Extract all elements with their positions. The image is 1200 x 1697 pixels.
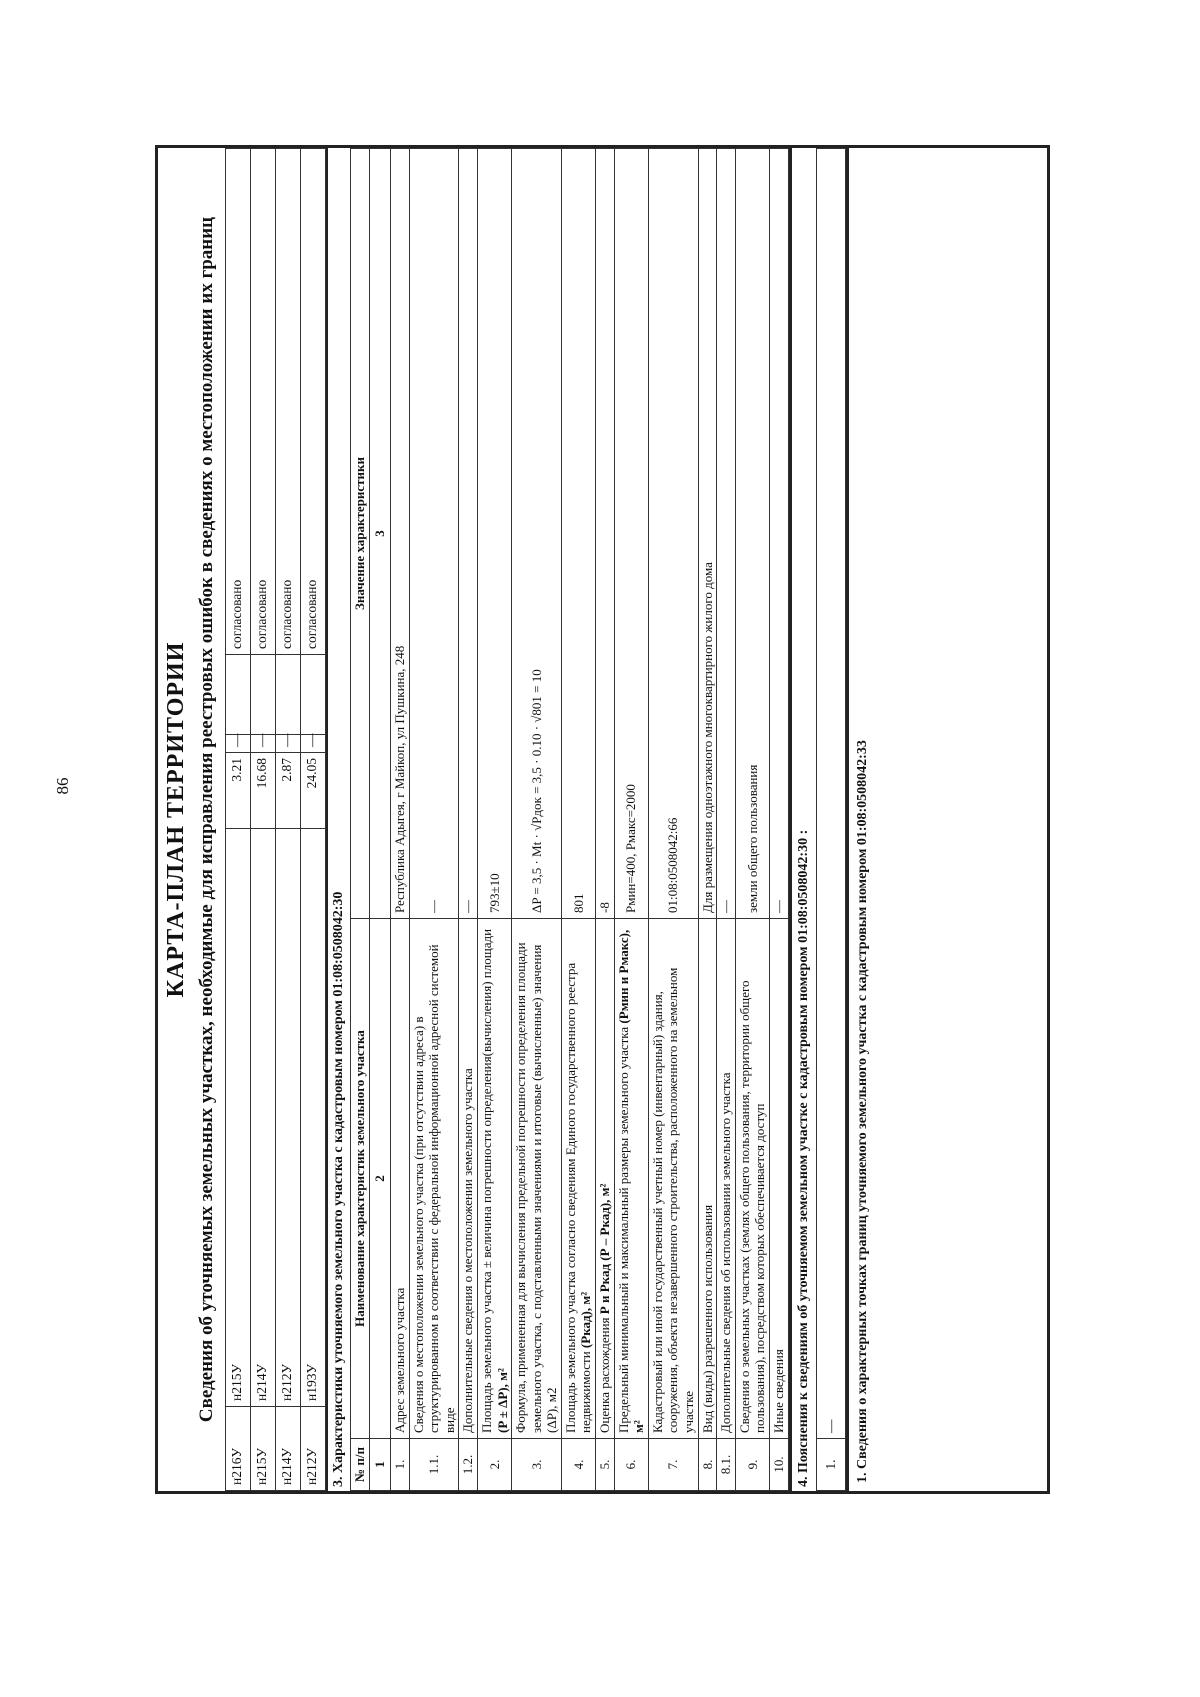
section3-title: 3. Характеристики уточняемого земельного участка с кадастровым номером 01:08:0508042:30 bbox=[326, 148, 351, 1491]
point-to: н212У bbox=[275, 829, 300, 1407]
page-number: 86 bbox=[53, 777, 72, 795]
row-number: 1. bbox=[390, 1439, 409, 1491]
segment-length: 16.68 bbox=[250, 753, 275, 829]
segment-dash: — bbox=[300, 735, 325, 753]
table-row bbox=[477, 149, 511, 1491]
index-cell: 2 bbox=[369, 919, 390, 1439]
characteristic-name bbox=[717, 919, 736, 1439]
table-row bbox=[770, 149, 789, 1491]
segment-dash: — bbox=[275, 735, 300, 753]
point-to: н215У bbox=[225, 829, 250, 1407]
segment-length: 3.21 bbox=[225, 753, 250, 829]
section4-title: 4. Пояснения к сведениям об уточняемом земельном участке с кадастровым номером 01:08:0508042:30 : bbox=[795, 829, 811, 1487]
characteristic-name bbox=[698, 919, 717, 1439]
characteristic-value: — bbox=[459, 149, 478, 919]
characteristic-value: 01:08:0508042:66 bbox=[648, 149, 698, 919]
characteristic-value: Для размещения одноэтажного многоквартирного жилого дома bbox=[698, 149, 717, 919]
characteristic-name bbox=[459, 919, 478, 1439]
empty-cell bbox=[300, 655, 325, 735]
table-row bbox=[459, 149, 478, 1491]
characteristics-table bbox=[350, 148, 788, 1491]
characteristic-name-bold: (P ± ΔP), м² bbox=[494, 1368, 510, 1433]
characteristic-name bbox=[648, 919, 698, 1439]
characteristic-name bbox=[561, 919, 595, 1439]
table-row bbox=[648, 149, 698, 1491]
characteristic-name-text: Оценка расхождения bbox=[597, 1317, 613, 1433]
table-row bbox=[698, 149, 717, 1491]
table-row bbox=[409, 149, 459, 1491]
row-number: 9. bbox=[735, 1439, 769, 1491]
characteristic-name bbox=[477, 919, 511, 1439]
empty-cell bbox=[225, 655, 250, 735]
header-value: Значение характеристики bbox=[351, 149, 370, 919]
characteristic-value: 801 bbox=[561, 149, 595, 919]
table-row bbox=[250, 149, 275, 1491]
table-row bbox=[614, 149, 648, 1491]
table-index-row bbox=[369, 149, 390, 1491]
segment-length: 2.87 bbox=[275, 753, 300, 829]
characteristic-name-text: Формула, примененная для вычисления предельной погрешности определения площади земельного участка, с подставленными значениями и итоговые (вычисленные) значения (ΔP), м2 bbox=[513, 942, 560, 1433]
row-number: 1.1. bbox=[409, 1439, 459, 1491]
page-subtitle: Сведения об уточняемых земельных участках, необходимые для исправления реестровых ошибок в сведениях о местоположении их границ bbox=[195, 216, 217, 1423]
characteristic-name-text: Иные сведения bbox=[771, 1349, 786, 1433]
table-row bbox=[390, 149, 409, 1491]
characteristic-value: земли общего пользования bbox=[735, 149, 769, 919]
row-number: 3. bbox=[512, 1439, 562, 1491]
boundary-points-table bbox=[225, 148, 326, 1491]
point-to: н193У bbox=[300, 829, 325, 1407]
row-number: 1.2. bbox=[459, 1439, 478, 1491]
characteristic-name bbox=[512, 919, 562, 1439]
table-row bbox=[512, 149, 562, 1491]
table-row bbox=[561, 149, 595, 1491]
characteristic-value: Рмин=400, Рмакс=2000 bbox=[614, 149, 648, 919]
index-cell: 1 bbox=[369, 1439, 390, 1491]
table-row bbox=[275, 149, 300, 1491]
row-number: 8.1. bbox=[717, 1439, 736, 1491]
row-number: 7. bbox=[648, 1439, 698, 1491]
characteristic-value: ΔP = 3,5 · Mt · √Pдок = 3,5 · 0.10 · √801 = 10 bbox=[512, 149, 562, 919]
segment-dash: — bbox=[225, 735, 250, 753]
characteristic-name-bold: (Ркад), м² bbox=[578, 1291, 594, 1349]
point-from: н212У bbox=[300, 1407, 325, 1491]
point-from: н215У bbox=[250, 1407, 275, 1491]
segment-dash: — bbox=[250, 735, 275, 753]
approval-status: согласовано bbox=[300, 149, 325, 655]
row-number: 10. bbox=[770, 1439, 789, 1491]
note-text: — bbox=[817, 149, 846, 1439]
table-row bbox=[717, 149, 736, 1491]
header-num: № п/п bbox=[351, 1439, 370, 1491]
characteristic-name bbox=[770, 919, 789, 1439]
characteristic-name bbox=[390, 919, 409, 1439]
table-row bbox=[596, 149, 615, 1491]
characteristic-name-text: Дополнительные сведения о местоположении земельного участка bbox=[460, 1068, 476, 1433]
characteristic-value: -8 bbox=[596, 149, 615, 919]
table-row bbox=[735, 149, 769, 1491]
characteristic-name bbox=[614, 919, 648, 1439]
characteristic-value: — bbox=[770, 149, 789, 919]
row-number: 4. bbox=[561, 1439, 595, 1491]
characteristic-value: 793±10 bbox=[477, 149, 511, 919]
row-number: 6. bbox=[614, 1439, 648, 1491]
characteristic-name-text: Вид (виды) разрешенного использования bbox=[699, 1204, 715, 1433]
characteristic-name-text: Площадь земельного участка согласно сведениям Единого государственного реестра недвижимости bbox=[562, 962, 594, 1433]
characteristic-name-text: Сведения о местоположении земельного участка (при отсутствии адреса) в структурированном в соответствии с федеральной информационной адресной системой виде bbox=[410, 944, 457, 1433]
characteristic-name-text: Кадастровый или иной государственный учетный номер (инвентарный) здания, сооружения, объекта незавершенного строительства, расположенного на земельном участке bbox=[649, 967, 697, 1433]
row-number: 8. bbox=[698, 1439, 717, 1491]
index-cell: 3 bbox=[369, 149, 390, 919]
point-to: н214У bbox=[250, 829, 275, 1407]
characteristic-name-text: Сведения о земельных участках (землях общего пользования, территории общего пользования), посредством которых обеспечивается доступ bbox=[736, 980, 768, 1433]
document-sheet bbox=[155, 145, 1050, 1494]
table-header-row bbox=[351, 149, 370, 1491]
approval-status: согласовано bbox=[250, 149, 275, 655]
characteristic-value: — bbox=[409, 149, 459, 919]
characteristic-value: — bbox=[717, 149, 736, 919]
note-number: 1. bbox=[817, 1439, 846, 1491]
characteristic-name bbox=[409, 919, 459, 1439]
characteristic-name bbox=[596, 919, 615, 1439]
approval-status: согласовано bbox=[275, 149, 300, 655]
characteristic-name-text: Площадь земельного участка ± величина погрешности определения(вычисления) площади bbox=[478, 928, 494, 1433]
characteristic-name-text: Адрес земельного участка bbox=[391, 1287, 407, 1433]
point-from: н216У bbox=[225, 1407, 250, 1491]
characteristic-name-bold: Р и Ркад (Р – Ркад), м² bbox=[597, 1183, 613, 1315]
header-name: Наименование характеристик земельного участка bbox=[351, 919, 370, 1439]
characteristic-value: Республика Адыгея, г Майкоп, ул Пушкина, 248 bbox=[390, 149, 409, 919]
row-number: 5. bbox=[596, 1439, 615, 1491]
point-from: н214У bbox=[275, 1407, 300, 1491]
notes-table bbox=[816, 148, 846, 1491]
table-row bbox=[225, 149, 250, 1491]
characteristic-name-text: Предельный минимальный и максимальный размеры земельного участка bbox=[615, 1026, 631, 1433]
segment-length: 24.05 bbox=[300, 753, 325, 829]
characteristic-name-text: Дополнительные сведения об использовании земельного участка bbox=[718, 1072, 734, 1433]
page-title: КАРТА-ПЛАН ТЕРРИТОРИИ bbox=[163, 641, 189, 998]
next-section-title: 1. Сведения о характерных точках границ уточняемого земельного участка с кадастровым номером 01:08:0508042:33 bbox=[846, 148, 878, 1491]
empty-cell bbox=[250, 655, 275, 735]
table-row bbox=[817, 149, 846, 1491]
approval-status: согласовано bbox=[225, 149, 250, 655]
table-row bbox=[300, 149, 325, 1491]
row-number: 2. bbox=[477, 1439, 511, 1491]
characteristic-name bbox=[735, 919, 769, 1439]
characteristic-name-bold: (Рмин и Рмакс), м² bbox=[615, 929, 647, 1433]
empty-cell bbox=[275, 655, 300, 735]
